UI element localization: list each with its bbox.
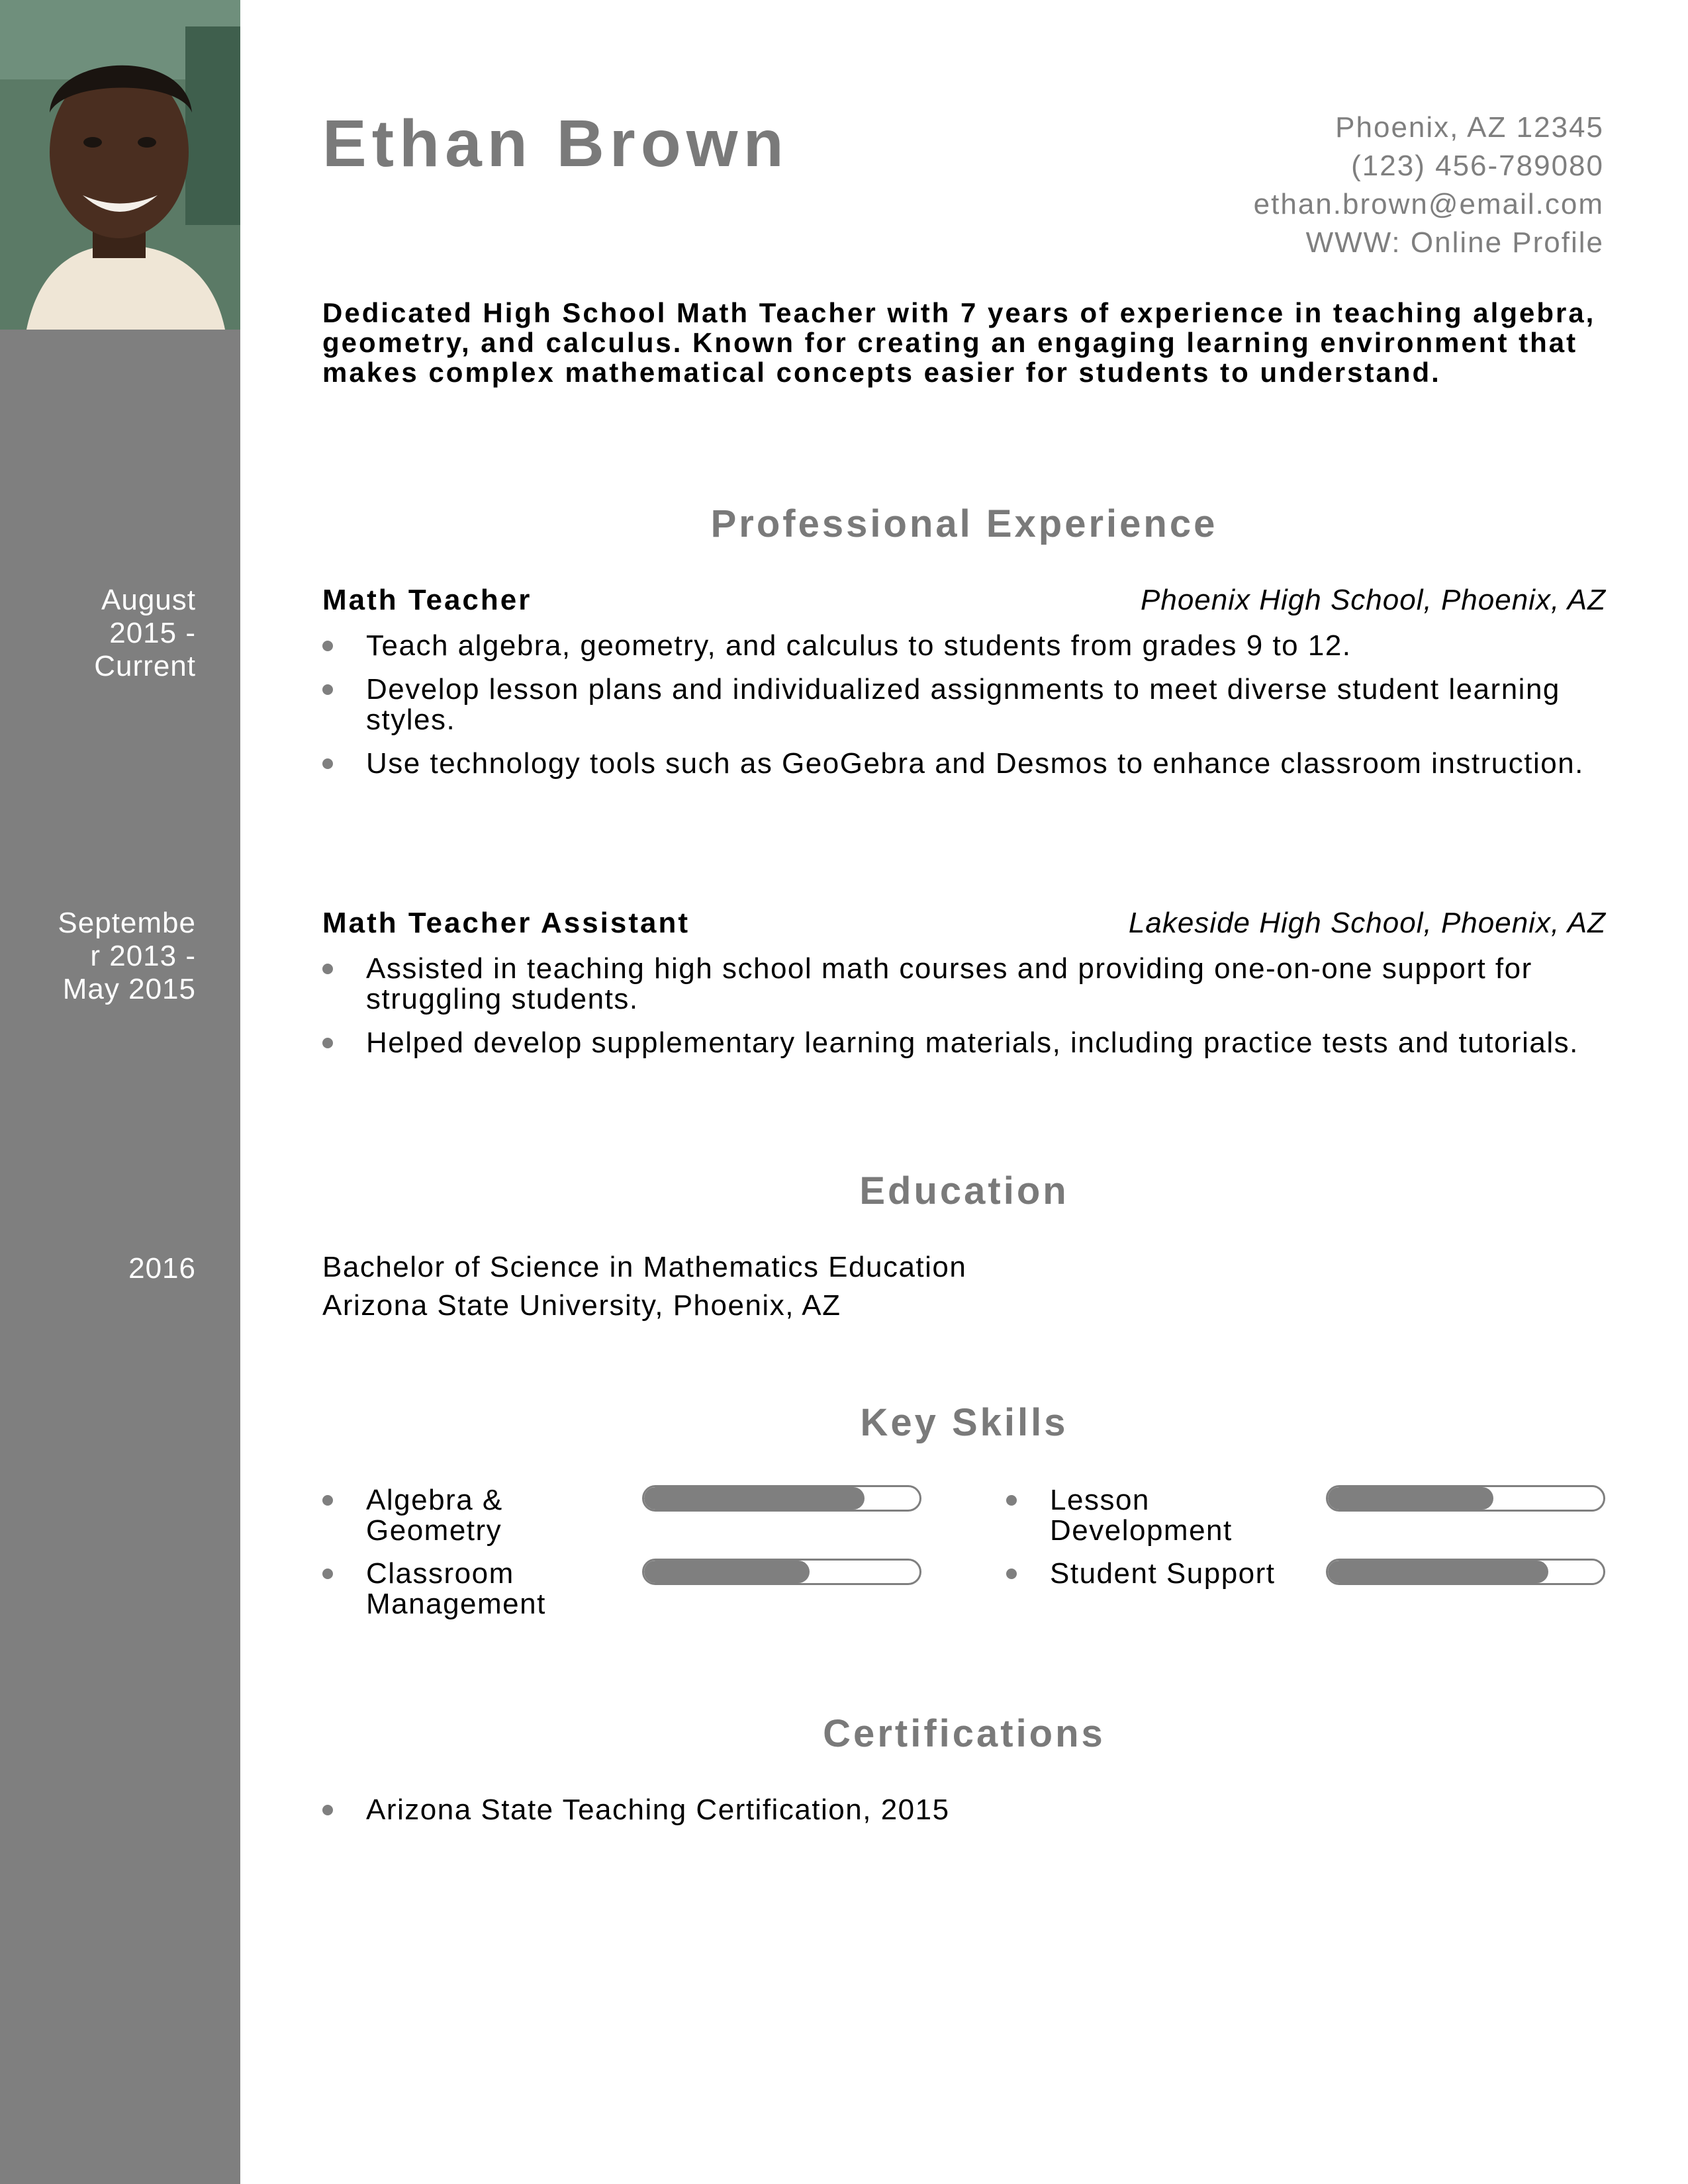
skill-item — [1006, 1485, 1615, 1551]
section-title-experience: Professional Experience — [710, 502, 1218, 545]
job-title: Math Teacher Assistant — [322, 907, 690, 939]
contact-website[interactable]: WWW: Online Profile — [1305, 226, 1604, 259]
bullet-icon — [322, 758, 333, 769]
skill-label: Classroom Management — [366, 1557, 546, 1620]
bullet-icon — [322, 964, 333, 974]
list-item: Helped develop supplementary learning materials, including practice tests and tutorials. — [322, 1028, 1607, 1058]
skill-level-bar — [1326, 1485, 1605, 1512]
education-degree: Bachelor of Science in Mathematics Education — [322, 1251, 967, 1283]
skill-label: Student Support — [1050, 1557, 1276, 1590]
bullet-icon — [322, 1805, 333, 1815]
bullet-icon — [322, 641, 333, 651]
skill-level-bar — [1326, 1559, 1605, 1585]
skill-item — [322, 1485, 931, 1551]
job-2-bullets — [322, 954, 1607, 1071]
education-school: Arizona State University, Phoenix, AZ — [322, 1289, 841, 1322]
job-1-bullets — [322, 631, 1607, 792]
list-item: Develop lesson plans and individualized assignments to meet diverse student learning styles. — [322, 674, 1607, 735]
candidate-name: Ethan Brown — [322, 107, 789, 181]
job-company: Phoenix High School, Phoenix, AZ — [1141, 584, 1606, 616]
skill-level-bar — [642, 1559, 921, 1585]
experience-2-dates: Septembe r 2013 - May 2015 — [58, 907, 196, 1005]
skill-item — [322, 1559, 931, 1625]
bullet-icon — [322, 1569, 333, 1579]
certifications-list — [322, 1795, 1607, 1839]
education-entry — [322, 1248, 966, 1325]
section-title-certifications: Certifications — [823, 1712, 1105, 1755]
bullet-icon — [1006, 1495, 1017, 1506]
skill-level-fill — [1328, 1561, 1548, 1583]
list-item: Assisted in teaching high school math courses and providing one-on-one support for struggling students. — [322, 954, 1607, 1015]
skill-level-fill — [644, 1487, 865, 1510]
skill-label: Lesson Development — [1050, 1484, 1233, 1547]
skill-level-fill — [644, 1561, 810, 1583]
bullet-icon — [322, 1495, 333, 1506]
contact-phone: (123) 456-789080 — [1351, 150, 1604, 182]
job-title: Math Teacher — [322, 584, 532, 616]
contact-block — [1254, 109, 1604, 262]
bullet-icon — [322, 684, 333, 695]
list-item: Teach algebra, geometry, and calculus to students from grades 9 to 12. — [322, 631, 1607, 661]
list-item: Arizona State Teaching Certification, 2015 — [322, 1795, 1607, 1825]
job-company: Lakeside High School, Phoenix, AZ — [1128, 907, 1606, 939]
profile-photo — [0, 0, 240, 330]
section-title-skills: Key Skills — [860, 1401, 1068, 1444]
list-item: Use technology tools such as GeoGebra and Desmos to enhance classroom instruction. — [322, 749, 1607, 779]
bullet-icon — [1006, 1569, 1017, 1579]
section-title-education: Education — [859, 1169, 1069, 1212]
contact-location: Phoenix, AZ 12345 — [1335, 111, 1604, 144]
professional-summary: Dedicated High School Math Teacher with 7 years of experience in teaching algebra, geometry, and calculus. Known for creating an engaging learning environment that makes complex mathematical concepts easier for students to understand. — [322, 297, 1596, 388]
experience-1-dates: August 2015 - Current — [94, 584, 196, 682]
skill-label: Algebra & Geometry — [366, 1484, 503, 1547]
bullet-icon — [322, 1038, 333, 1048]
skill-item — [1006, 1559, 1615, 1625]
education-year: 2016 — [128, 1252, 196, 1285]
contact-email[interactable]: ethan.brown@email.com — [1253, 188, 1604, 220]
skill-level-bar — [642, 1485, 921, 1512]
skill-level-fill — [1328, 1487, 1493, 1510]
